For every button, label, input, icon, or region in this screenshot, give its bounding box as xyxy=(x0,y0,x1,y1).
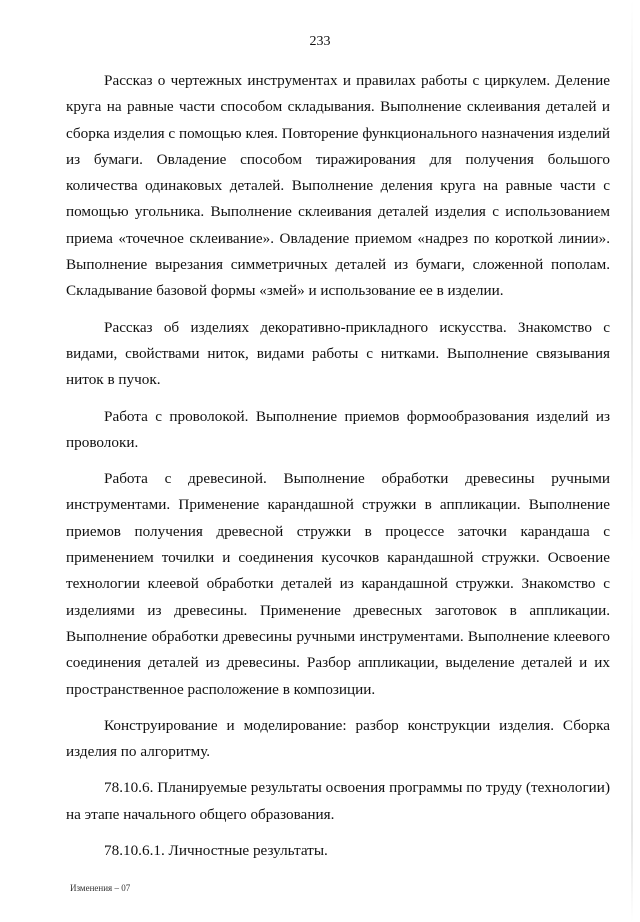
scan-edge-artifact xyxy=(631,0,633,922)
paragraph-wood: Работа с древесиной. Выполнение обработки древесины ручными инструментами. Применение карандашной стружки в аппликации. Выполнение приемов получения древесной стружки в процессе заточки карандаша с применением точилки и соединения кусочков карандашной стружки. Освоение технологии клеевой обработки деталей из карандашной стружки. Знакомство с изделиями из древесины. Применение древесных заготовок в аппликации. Выполнение обработки древесины ручными инструментами. Выполнение клеевого соединения деталей из древесины. Разбор аппликации, выделение деталей и их пространственное расположение в композиции. xyxy=(66,470,610,698)
page-number: 233 xyxy=(309,34,331,49)
footer-revision-note: Изменения – 07 xyxy=(70,883,131,893)
paragraph-threads: Рассказ об изделиях декоративно-прикладного искусства. Знакомство с видами, свойствами ниток, видами работы с нитками. Выполнение связывания ниток в пучок. xyxy=(66,318,610,389)
section-heading-78-10-6: 78.10.6. Планируемые результаты освоения программы по труду (технологии) на этапе начального общего образования. xyxy=(66,779,610,823)
paragraph-wire: Работа с проволокой. Выполнение приемов формообразования изделий из проволоки. xyxy=(66,407,610,451)
page-body xyxy=(66,68,610,874)
paragraph-paper-works: Рассказ о чертежных инструментах и правилах работы с циркулем. Деление круга на равные части способом складывания. Выполнение склеивания деталей и сборка изделия с помощью клея. Повторение функционального назначения изделий из бумаги. Овладение способом тиражирования для получения большого количества одинаковых деталей. Выполнение деления круга на равные части с помощью угольника. Выполнение склеивания деталей изделия с использованием приема «точечное склеивание». Овладение приемом «надрез по короткой линии». Выполнение вырезания симметричных деталей из бумаги, сложенной пополам. Складывание базовой формы «змей» и использование ее в изделии. xyxy=(66,72,610,300)
section-heading-78-10-6-1: 78.10.6.1. Личностные результаты. xyxy=(104,842,328,860)
paragraph-construction: Конструирование и моделирование: разбор конструкции изделия. Сборка изделия по алгоритму. xyxy=(66,716,610,761)
